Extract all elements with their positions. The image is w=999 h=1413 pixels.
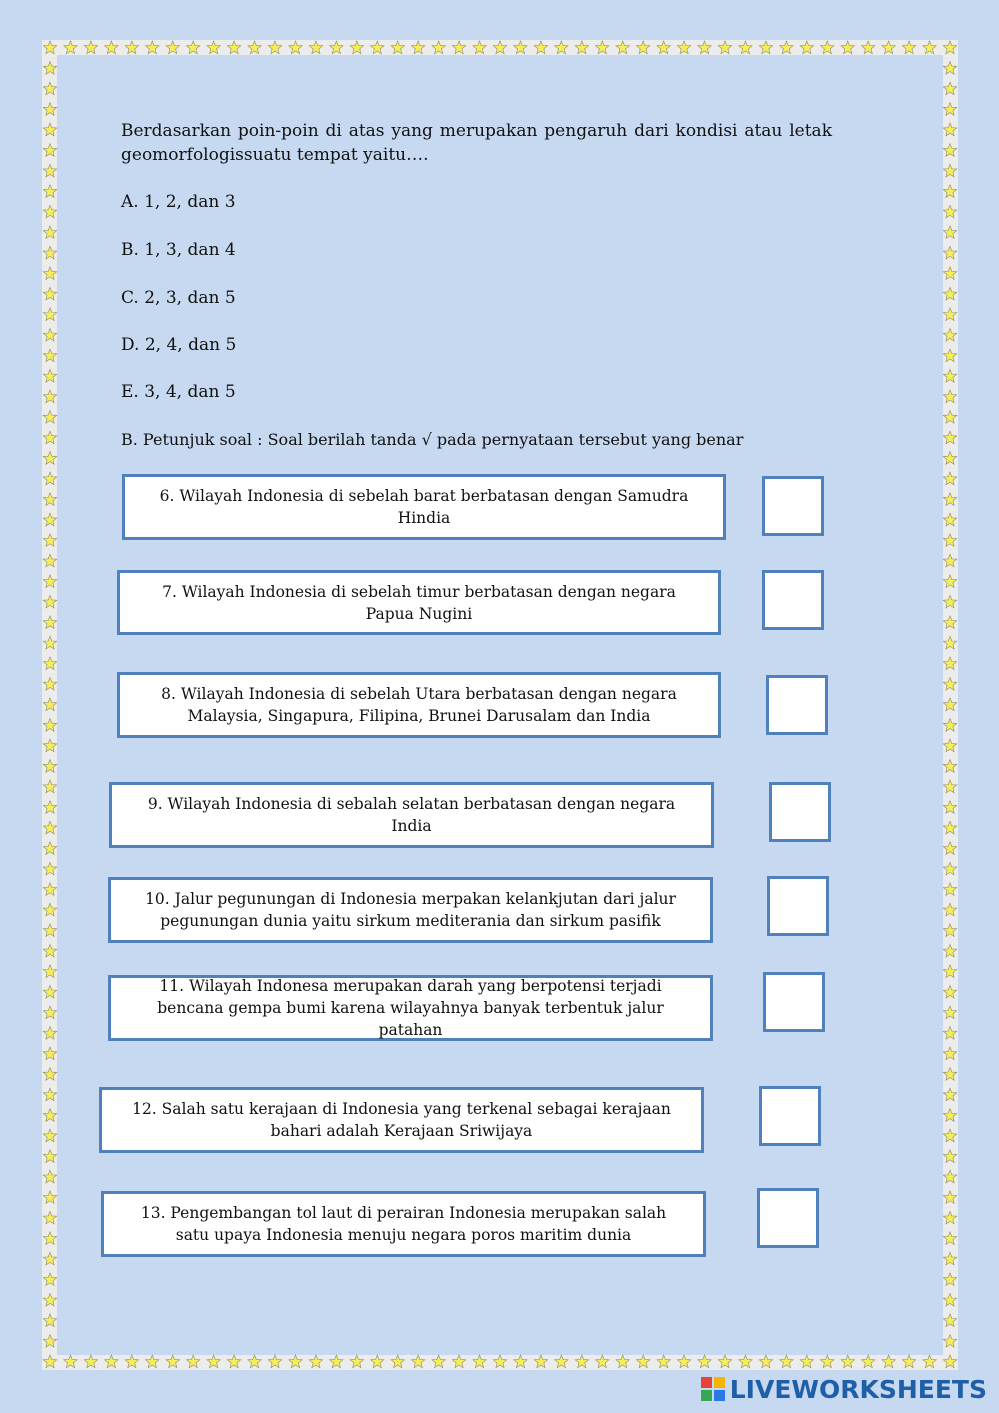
checkbox-7[interactable] bbox=[762, 570, 824, 630]
checkbox-11[interactable] bbox=[763, 972, 825, 1032]
question-text: Berdasarkan poin-poin di atas yang merupakan pengaruh dari kondisi atau letak geomorfologissuatu tempat yaitu…. bbox=[121, 121, 832, 165]
statement-11: 11. Wilayah Indonesa merupakan darah yang berpotensi terjadi bencana gempa bumi karena wilayahnya banyak terbentuk jalur patahan bbox=[108, 975, 713, 1041]
checkbox-13[interactable] bbox=[757, 1188, 819, 1248]
statement-12: 12. Salah satu kerajaan di Indonesia yang terkenal sebagai kerajaan bahari adalah Kerajaan Sriwijaya bbox=[99, 1087, 704, 1153]
option-c: C. 2, 3, dan 5 bbox=[121, 288, 236, 308]
statement-10: 10. Jalur pegunungan di Indonesia merpakan kelankjutan dari jalur pegunungan dunia yaitu sirkum mediterania dan sirkum pasifik bbox=[108, 877, 713, 943]
statement-6: 6. Wilayah Indonesia di sebelah barat berbatasan dengan Samudra Hindia bbox=[122, 474, 726, 540]
checkbox-12[interactable] bbox=[759, 1086, 821, 1146]
option-d: D. 2, 4, dan 5 bbox=[121, 335, 237, 355]
checkbox-9[interactable] bbox=[769, 782, 831, 842]
checkbox-8[interactable] bbox=[766, 675, 828, 735]
liveworksheets-logo-icon bbox=[700, 1376, 726, 1402]
option-a: A. 1, 2, dan 3 bbox=[121, 192, 236, 212]
brand-name: LIVEWORKSHEETS bbox=[729, 1374, 987, 1404]
instruction-text: B. Petunjuk soal : Soal berilah tanda √ pada pernyataan tersebut yang benar bbox=[121, 430, 744, 449]
option-e: E. 3, 4, dan 5 bbox=[121, 382, 236, 402]
checkbox-6[interactable] bbox=[762, 476, 824, 536]
brand-watermark bbox=[700, 1372, 987, 1406]
statement-8: 8. Wilayah Indonesia di sebelah Utara berbatasan dengan negara Malaysia, Singapura, Filipina, Brunei Darusalam dan India bbox=[117, 672, 721, 738]
statement-13: 13. Pengembangan tol laut di perairan Indonesia merupakan salah satu upaya Indonesia menuju negara poros maritim dunia bbox=[101, 1191, 706, 1257]
statement-9: 9. Wilayah Indonesia di sebalah selatan berbatasan dengan negara India bbox=[109, 782, 714, 848]
statement-7: 7. Wilayah Indonesia di sebelah timur berbatasan dengan negara Papua Nugini bbox=[117, 570, 721, 635]
option-b: B. 1, 3, dan 4 bbox=[121, 240, 236, 260]
checkbox-10[interactable] bbox=[767, 876, 829, 936]
